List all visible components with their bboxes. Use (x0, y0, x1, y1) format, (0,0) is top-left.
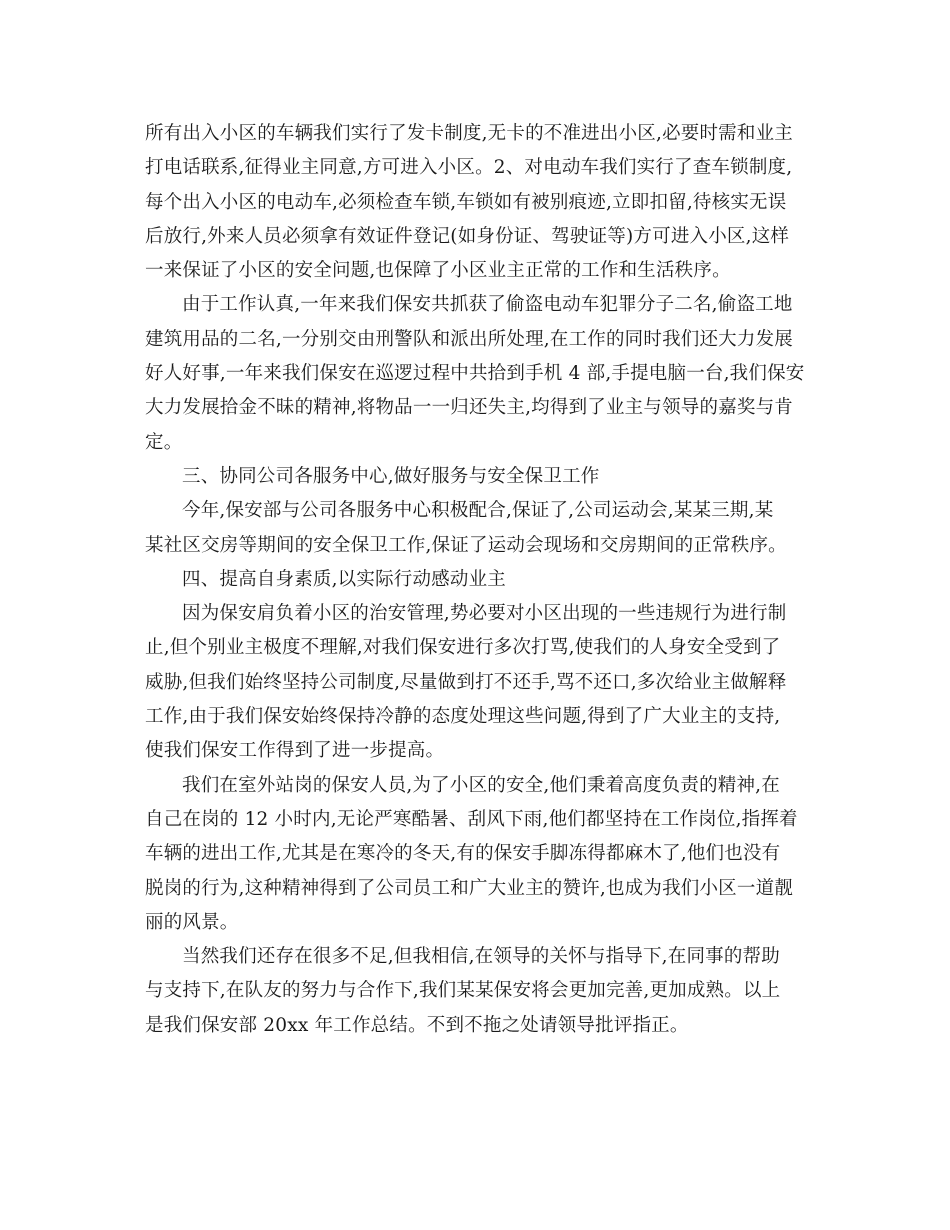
paragraph-vehicle-control (145, 117, 810, 288)
paragraph-cooperation (145, 494, 810, 563)
paragraph-conduct (145, 597, 810, 768)
text-line-indented: 今年,保安部与公司各服务中心积极配合,保证了,公司运动会,某某三期,某 (182, 500, 774, 522)
text-line-indented: 我们在室外站岗的保安人员,为了小区的安全,他们秉着高度负责的精神,在 (182, 774, 780, 796)
text-line: 定。 (145, 431, 183, 453)
text-line: 打电话联系,征得业主同意,方可进入小区。2、对电动车我们实行了查车锁制度, (145, 157, 793, 179)
text-line: 与支持下,在队友的努力与合作下,我们某某保安将会更加完善,更加成熟。以上 (145, 980, 781, 1002)
text-line: 工作,由于我们保安始终保持冷静的态度处理这些问题,得到了广大业主的支持, (145, 706, 781, 728)
text-line: 每个出入小区的电动车,必须检查车锁,车锁如有被别痕迹,立即扣留,待核实无误 (145, 191, 787, 213)
text-line: 脱岗的行为,这种精神得到了公司员工和广大业主的赞许,也成为我们小区一道靓 (145, 877, 793, 899)
paragraph-achievements (145, 288, 810, 459)
heading-line: 四、提高自身素质,以实际行动感动业主 (182, 568, 506, 590)
section-heading-4 (145, 563, 810, 597)
text-line: 一来保证了小区的安全问题,也保障了小区业主正常的工作和生活秩序。 (145, 260, 731, 282)
text-line: 所有出入小区的车辆我们实行了发卡制度,无卡的不准进出小区,必要时需和业主 (145, 123, 793, 144)
section-heading-3 (145, 460, 810, 494)
text-line: 威胁,但我们始终坚持公司制度,尽量做到打不还手,骂不还口,多次给业主做解释 (145, 671, 787, 693)
text-line-indented: 因为保安肩负着小区的治安管理,势必要对小区出现的一些违规行为进行制 (182, 603, 787, 625)
text-line: 大力发展拾金不昧的精神,将物品一一归还失主,均得到了业主与领导的嘉奖与肯 (145, 397, 793, 419)
paragraph-outdoor-guards (145, 769, 810, 940)
document-body (145, 117, 810, 1043)
text-line: 是我们保安部 20xx 年工作总结。不到不拖之处请领导批评指正。 (145, 1014, 689, 1036)
text-line: 止,但个别业主极度不理解,对我们保安进行多次打骂,使我们的人身安全受到了 (145, 637, 781, 659)
text-line: 某社区交房等期间的安全保卫工作,保证了运动会现场和交房期间的正常秩序。 (145, 534, 787, 556)
heading-line: 三、协同公司各服务中心,做好服务与安全保卫工作 (182, 465, 600, 487)
text-line: 使我们保安工作得到了进一步提高。 (145, 740, 445, 762)
text-line-indented: 由于工作认真,一年来我们保安共抓获了偷盗电动车犯罪分子二名,偷盗工地 (182, 294, 793, 316)
text-line: 车辆的进出工作,尤其是在寒冷的冬天,有的保安手脚冻得都麻木了,他们也没有 (145, 843, 781, 865)
text-line: 自己在岗的 12 小时内,无论严寒酷暑、刮风下雨,他们都坚持在工作岗位,指挥着 (145, 808, 798, 830)
text-line: 建筑用品的二名,一分别交由刑警队和派出所处理,在工作的同时我们还大力发展 (145, 328, 793, 350)
text-line: 后放行,外来人员必须拿有效证件登记(如身份证、驾驶证等)方可进入小区,这样 (145, 225, 790, 247)
text-line: 丽的风景。 (145, 911, 239, 933)
text-line: 好人好事,一年来我们保安在巡逻过程中共拾到手机 4 部,手提电脑一台,我们保安 (145, 363, 805, 385)
paragraph-conclusion (145, 940, 810, 1043)
text-line-indented: 当然我们还存在很多不足,但我相信,在领导的关怀与指导下,在同事的帮助 (182, 946, 780, 968)
